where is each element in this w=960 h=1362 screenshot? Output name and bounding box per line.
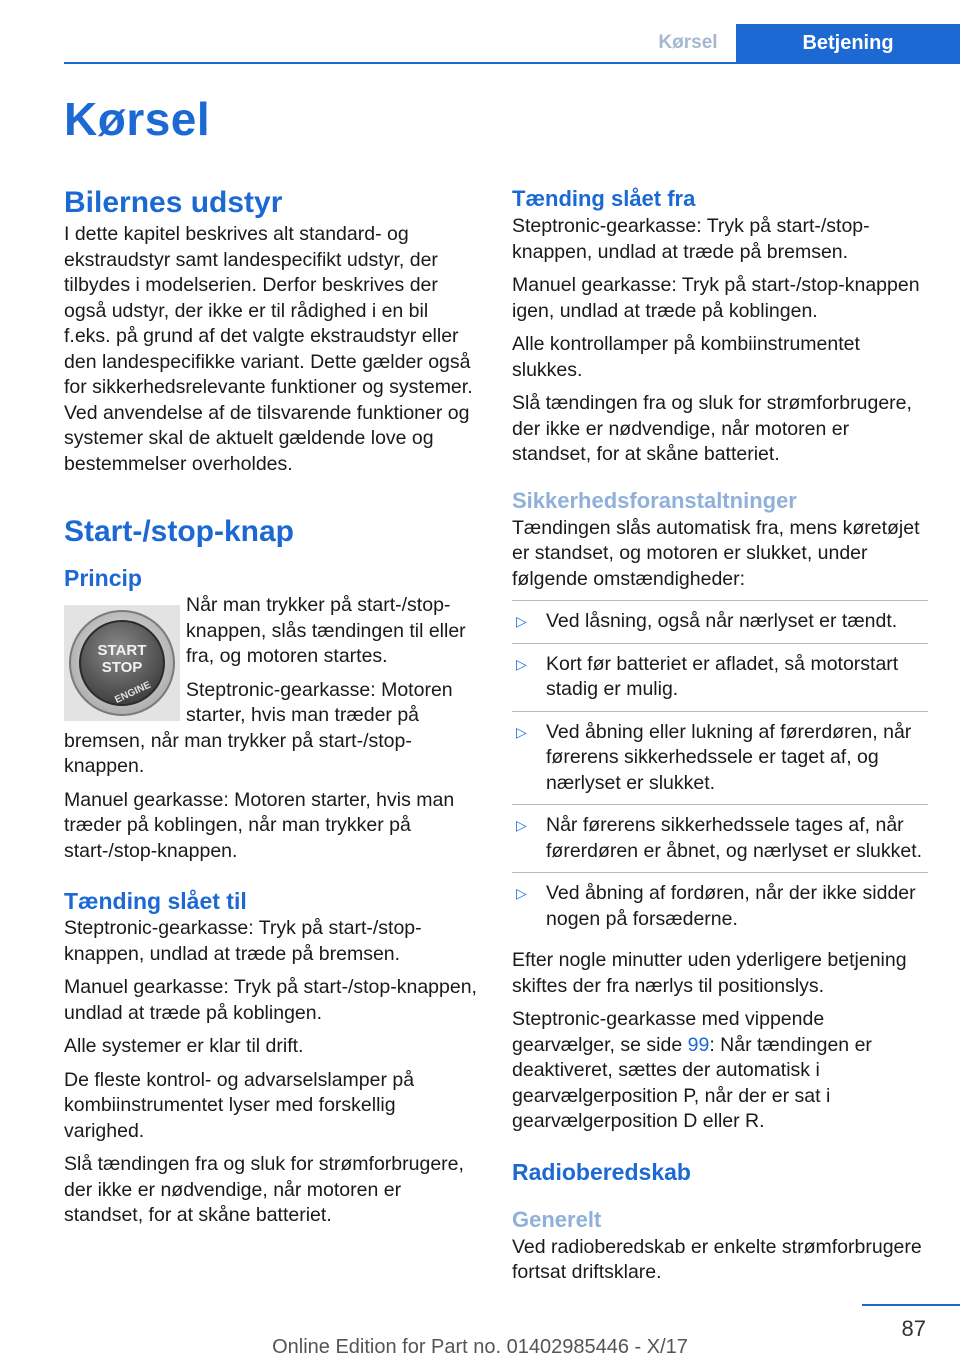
button-text-start: START <box>97 642 147 659</box>
list-item: ▷ Ved åbning af fordøren, når der ikke sidder nogen på forsæderne. <box>512 872 928 940</box>
heading-taending-slaaet-fra: Tænding slået fra <box>512 186 696 211</box>
heading-princip: Princip <box>64 565 142 591</box>
heading-start-stop-knap: Start-/stop-knap <box>64 515 295 548</box>
paragraph: Steptronic-gearkasse: Tryk på start-/stop-knappen, undlad at træde på bremsen. <box>64 917 422 965</box>
paragraph: Steptronic-gearkasse: Tryk på start-/stop-knappen, undlad at træde på bremsen. <box>512 215 870 263</box>
paragraph: Manuel gearkasse: Tryk på start-/stop-knappen, undlad at træde på koblingen. <box>64 976 477 1024</box>
heading-radioberedskab: Radioberedskab <box>512 1158 691 1185</box>
page-link-99[interactable]: 99 <box>687 1033 710 1056</box>
list-item: ▷ Kort før batteriet er afladet, så motorstart stadig er mulig. <box>512 643 928 711</box>
triangle-bullet-icon: ▷ <box>516 613 527 629</box>
header-rule <box>64 62 960 64</box>
heading-taending-slaaet-til: Tænding slået til <box>64 888 247 914</box>
list-item: ▷ Ved åbning eller lukning af førerdøren, når førerens sikkerhedssele er taget af, og nærlyset er slukket. <box>512 711 928 805</box>
paragraph: Slå tændingen fra og sluk for strømforbrugere, der ikke er nødvendige, når motoren er standset, for at skåne batteriet. <box>512 392 912 465</box>
list-item: ▷ Når førerens sikkerhedssele tages af, når førerdøren er åbnet, og nærlyset er slukket. <box>512 804 928 872</box>
list-item: ▷ Ved låsning, også når nærlyset er tændt. <box>512 600 928 643</box>
paragraph: Slå tændingen fra og sluk for strømforbrugere, der ikke er nødvendige, når motoren er standset, for at skåne batteriet. <box>64 1153 464 1226</box>
right-column <box>512 184 928 1294</box>
triangle-bullet-icon: ▷ <box>516 817 527 833</box>
paragraph: Alle systemer er klar til drift. <box>64 1035 304 1057</box>
paragraph: Efter nogle minutter uden yderligere betjening skiftes der fra nærlys til positionslys. <box>512 949 907 997</box>
paragraph: Manuel gearkasse: Tryk på start-/stop-knappen igen, undlad at træde på koblingen. <box>512 274 920 322</box>
page-number: 87 <box>901 1316 926 1341</box>
footer-edition: Online Edition for Part no. 01402985446 - X/17 <box>272 1336 688 1358</box>
start-stop-button-illustration <box>64 605 180 721</box>
button-text-engine: ENGINE <box>113 679 153 706</box>
heading-bilernes-udstyr: Bilernes udstyr <box>64 186 283 219</box>
page-title: Kørsel <box>64 93 211 145</box>
footer-rule <box>862 1304 960 1306</box>
paragraph-with-link: Steptronic-gearkasse med vippende gearvælger, se side 99: Når tændingen er deaktiveret, sættes der automatisk i gearvælgerposition P, når der er sat i gearvælgerposition D eller R. <box>512 1008 872 1132</box>
paragraph: De fleste kontrol- og advarselslamper på kombiinstrumentet lyser med forskellig varighed. <box>64 1068 415 1142</box>
triangle-bullet-icon: ▷ <box>516 723 527 740</box>
paragraph: Når man trykker på start-/stop-knappen, slås tændingen til eller fra, og motoren startes. <box>186 594 466 667</box>
paragraph: Alle kontrollamper på kombiinstrumentet slukkes. <box>512 333 860 381</box>
triangle-bullet-icon: ▷ <box>516 885 527 901</box>
paragraph: Steptronic-gearkasse: Motoren starter, hvis man træder på bremsen, når man trykker på start-/stop-knappen. <box>64 678 453 777</box>
paragraph: Ved radioberedskab er enkelte strømforbrugere fortsat driftsklare. <box>512 1235 922 1283</box>
button-text-stop: STOP <box>101 659 143 676</box>
triangle-bullet-icon: ▷ <box>516 655 527 672</box>
tab-betjening[interactable]: Betjening <box>736 24 960 62</box>
heading-sikkerhedsforanstaltninger: Sikkerhedsforanstaltninger <box>512 487 797 513</box>
tab-korsel[interactable]: Kørsel <box>658 32 718 53</box>
paragraph: Manuel gearkasse: Motoren starter, hvis man træder på koblingen, når man trykker på start-/stop-knappen. <box>64 788 455 862</box>
heading-generelt: Generelt <box>512 1206 602 1232</box>
paragraph: Tændingen slås automatisk fra, mens køretøjet er standset, og motoren er slukket, under følgende omstændigheder: <box>512 516 920 590</box>
bullet-list <box>512 600 928 940</box>
left-column <box>64 184 478 1237</box>
paragraph: I dette kapitel beskrives alt standard- og ekstraudstyr samt landespecifikt udstyr, der tilbydes i modelserien. Derfor beskrives der også udstyr, der ikke er til rådighed i en bil f.eks. på grund af det valgte ekstraudstyr eller den landespecifikke variant. Dette gælder også for sikkerhedsrelevante funktioner og systemer. Ved anvendelse af de tilsvarende funktioner og systemer skal de aktuelt gældende love og bestemmelser overholdes. <box>64 223 473 475</box>
